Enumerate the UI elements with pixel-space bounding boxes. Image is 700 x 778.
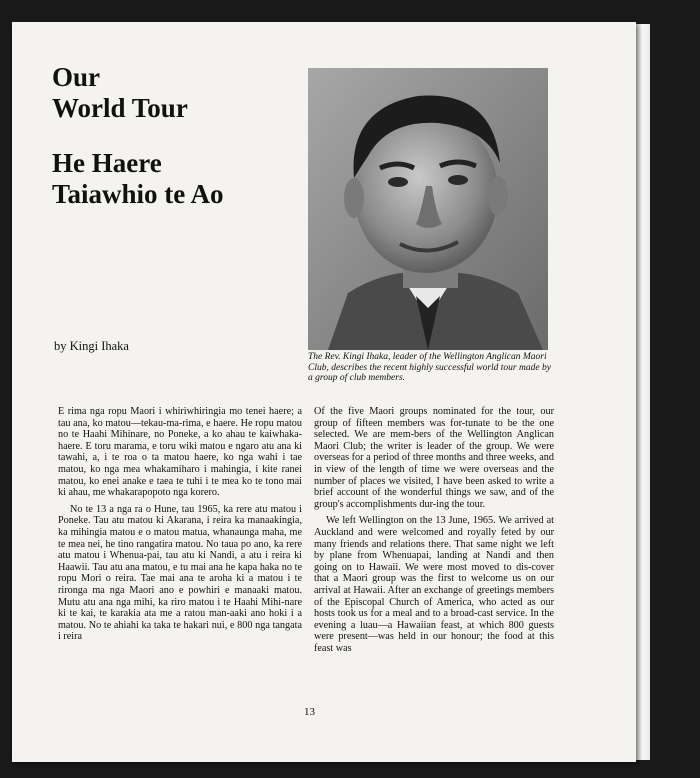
- article-title-maori: [52, 148, 302, 210]
- byline: by Kingi Ihaka: [54, 339, 129, 353]
- article-title-line-1: Our: [52, 62, 101, 92]
- magazine-page: [12, 22, 636, 762]
- page-number: 13: [304, 706, 315, 718]
- maori-paragraph: No te 13 a nga ra o Hune, tau 1965, ka rere atu matou i Poneke. Tau atu matou ki Akarana, i reira ka manaakingia, ka mihingia matou e o matou matua, whanaunga maha, me te mea nei, he tino rangatira matou. No taua po ano, ka rere atu matou i Whenua-pai, tau atu ki Nandi, a atu i reira ki Haawii. Tau atu ana matou, e tu mai ana he kapa haka no te ropu Mori o reira. Tae mai ana te aroha ki a matou i te rironga ma nga Maori ano e powhiri e manaaki matou. Mutu atu ana nga mihi, ka riro matou i te Haahi Mihi-nare ki te kai, te karakia ata me a ratou man-aaki ano hoki i a matou. No te ahiahi ka taka te hakari nui, e 800 nga tangata i reira: [58, 503, 302, 643]
- portrait-photo: [308, 68, 548, 350]
- english-paragraph: Of the five Maori groups nominated for the tour, our group of fifteen members was for-tunate to be the one selected. We are mem-bers of the Wellington Anglican Maori Club; the writer is leader of the group. We were overseas for a period of three months and three weeks, and in view of the length of time we were overseas and the number of places we visited, I have been asked to write a brief account of the wonderful things we saw, and of the group's accomplishments dur-ing the tour.: [314, 406, 554, 510]
- article-title-line-2: World Tour: [52, 93, 188, 123]
- page-edge: [636, 24, 650, 760]
- maori-text-column: [58, 406, 302, 648]
- portrait-illustration: [308, 68, 548, 350]
- photo-caption: The Rev. Kingi Ihaka, leader of the Wellington Anglican Maori Club, describes the recent highly successful world tour made by a group of club members.: [308, 352, 551, 383]
- article-title-maori-line-2: Taiawhio te Ao: [52, 179, 224, 209]
- english-text-column: [314, 406, 554, 659]
- english-paragraph: We left Wellington on the 13 June, 1965. We arrived at Auckland and were welcomed and royally feted by our many friends and relations there. That same night we left by plane from Whenuapai, landing at Nandi and then going on to Hawaii. We were most moved to dis-cover that a Maori group was the first to welcome us on our arrival at Hawaii. After an exchange of greetings members of the Episcopal Church of America, who acted as our hosts took us for a meal and to a broad-cast service. In the evening a luau—a Hawaiian feast, at which 800 guests were present—was held in our honour; the food at this feast was: [314, 515, 554, 654]
- maori-paragraph: E rima nga ropu Maori i whiriwhiringia mo tenei haere; a tau ana, ko matou—tekau-ma-rima, e haere. He ropu matou no te Haahi Mihinare, no Poneke, a ko ahau te kaiwhaka-haere. E toru marama, e toru wiki matou e ngaro atu ana ki tawahi, a, i te roa o ta matou haere, ko nga wahi i tae matou, ko nga mea whakamiharo i mahingia, i kite ranei matou, ko enei anake e taea te tuhi i te mea ko te tono mai ki ahau, me whakarapopoto nga korero.: [58, 406, 302, 499]
- article-title: [52, 62, 302, 124]
- article-title-maori-line-1: He Haere: [52, 148, 162, 178]
